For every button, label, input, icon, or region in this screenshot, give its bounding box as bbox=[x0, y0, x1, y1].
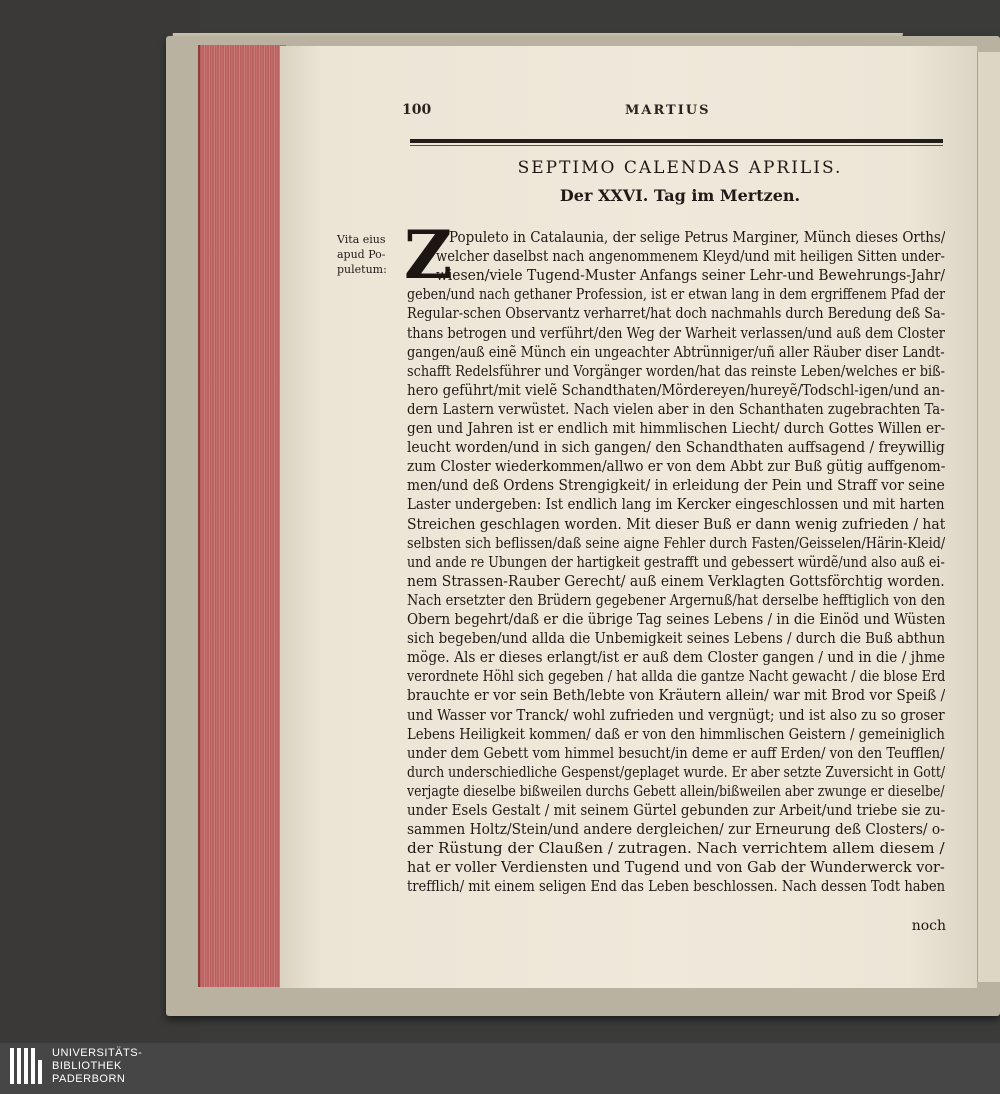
margin-note-line: apud Po- bbox=[337, 248, 386, 261]
text-line: sammen Holtz/Stein/und andere dergleichen/ zur Erneurung deß Closters/ o- bbox=[407, 822, 945, 839]
text-line: thans betrogen und verführt/den Weg der Warheit verlassen/und auß dem Closter bbox=[407, 325, 945, 342]
page-edges bbox=[198, 45, 286, 987]
page-number: 100 bbox=[402, 102, 432, 118]
text-line: hat er voller Verdiensten und Tugend und von Gab der Wunderwerck vor- bbox=[407, 860, 945, 877]
text-line: welcher daselbst nach angenommenem Kleyd/und mit heiligen Sitten under- bbox=[436, 249, 945, 266]
library-logo-icon bbox=[10, 1048, 46, 1088]
library-logo-text bbox=[52, 1047, 142, 1086]
text-line: trefflich/ mit einem seligen End das Leben beschlossen. Nach dessen Todt haben bbox=[407, 879, 946, 896]
margin-note bbox=[337, 232, 399, 277]
header-rule bbox=[410, 139, 943, 143]
next-page-edge bbox=[977, 52, 1000, 982]
text-line: Streichen geschlagen worden. Mit dieser Buß er dann wenig zufrieden / hat bbox=[407, 516, 946, 533]
text-line: under dem Gebett vom himmel besucht/in deme er auff Erden/ von den Teufflen/ bbox=[407, 745, 945, 762]
margin-note-line: puletum: bbox=[337, 263, 387, 276]
text-line: durch underschiedliche Gespenst/geplaget wurde. Er aber setzte Zuversicht in Gott/ bbox=[407, 764, 946, 781]
text-line: Laster undergeben: Ist endlich lang im Kercker eingeschlossen und mit harten bbox=[407, 497, 945, 514]
text-line: leucht worden/und in sich gangen/ den Schandthaten auffsagend / freywillig bbox=[407, 440, 945, 457]
text-line: gen und Jahren ist er endlich mit himmlischen Liecht/ durch Gottes Willen er- bbox=[407, 421, 946, 437]
text-line: Lebens Heiligkeit kommen/ daß er von den himmlischen Geistern / gemeiniglich bbox=[407, 726, 945, 743]
logo-line: UNIVERSITÄTS- bbox=[52, 1047, 143, 1059]
text-line: möge. Als er dieses erlangt/ist er auß dem Closter gangen / und in die / jhme bbox=[407, 650, 946, 667]
text-line: nem Strassen-Rauber Gerecht/ auß einem Verklagten Gottsförchtig worden. bbox=[407, 573, 945, 590]
catchword: noch bbox=[911, 918, 946, 934]
section-title: SEPTIMO CALENDAS APRILIS. bbox=[517, 158, 843, 178]
text-line: u Populeto in Catalaunia, der selige Petrus Marginer, Münch dieses Orths/ bbox=[436, 230, 946, 246]
text-line: geben/und nach gethaner Profession, ist er etwan lang in dem ergriffenem Pfad der bbox=[407, 287, 946, 304]
text-line: schafft Redelsführer und Vorgänger worden/hat das reinste Leben/welches er biß- bbox=[407, 363, 946, 380]
text-line: und ande re Ubungen der hartigkeit gestrafft und gebessert würdẽ/und also auß ei- bbox=[407, 554, 945, 571]
margin-note-line: Vita eius bbox=[337, 233, 386, 246]
text-line: zum Closter wiederkommen/allwo er von dem Abbt zur Buß gütig auffgenom- bbox=[407, 459, 946, 476]
drop-capital: Z bbox=[404, 216, 453, 294]
text-line: dern Lastern verwüstet. Nach vielen aber in den Schanthaten zugebrachten Ta- bbox=[407, 401, 945, 418]
text-line: selbsten sich beflissen/daß seine aigne Fehler durch Fasten/Geisselen/Härin-Kleid/ bbox=[407, 535, 946, 552]
text-line: verjagte dieselbe bißweilen durchs Gebett allein/bißweilen aber zwunge er dieselbe/ bbox=[407, 783, 945, 800]
text-line: der Rüstung der Claußen / zutragen. Nach verrichtem allem diesem / bbox=[407, 841, 945, 858]
text-line: Regular-schen Observantz verharret/hat doch nachmahls durch Beredung deß Sa- bbox=[407, 306, 946, 323]
text-line: Obern begehrt/daß er die übrige Tag seines Lebens / in die Einöd und Wüsten bbox=[407, 612, 946, 628]
text-line: men/und deß Ordens Strengigkeit/ in erleidung der Pein und Straff vor seine bbox=[407, 478, 945, 495]
text-line: wiesen/viele Tugend-Muster Anfangs seiner Lehr-und Bewehrungs-Jahr/ bbox=[436, 268, 946, 285]
text-line: Nach ersetzter den Brüdern gegebener Argernuß/hat derselbe hefftiglich von den bbox=[407, 592, 946, 609]
text-line: under Esels Gestalt / mit seinem Gürtel gebunden zur Arbeit/und triebe sie zu- bbox=[407, 803, 946, 819]
text-line: hero geführt/mit vielẽ Schandthaten/Mördereyen/hureyẽ/Todschl-igen/und an- bbox=[407, 382, 945, 399]
section-subtitle: Der XXVI. Tag im Mertzen. bbox=[559, 186, 801, 205]
footer-bar bbox=[0, 1043, 1000, 1094]
logo-line: PADERBORN bbox=[52, 1073, 126, 1085]
text-line: verordnete Höhl sich gegeben / hat allda die gantze Nacht gewacht / die blose Erd bbox=[407, 669, 946, 686]
header-rule-thin bbox=[410, 145, 943, 146]
text-line: und Wasser vor Tranck/ wohl zufrieden und vergnügt; und ist also zu so groser bbox=[407, 707, 945, 724]
text-line: gangen/auß einẽ Münch ein ungeachter Abtrünniger/uñ aller Räuber diser Landt- bbox=[407, 344, 945, 361]
text-line: sich begeben/und allda die Unbemigkeit seines Lebens / durch die Buß abthun bbox=[407, 631, 945, 648]
running-head: MARTIUS bbox=[625, 103, 711, 118]
logo-line: BIBLIOTHEK bbox=[52, 1060, 122, 1072]
text-line: brauchte er vor sein Beth/lebte von Kräutern allein/ war mit Brod vor Speiß / bbox=[407, 688, 946, 705]
